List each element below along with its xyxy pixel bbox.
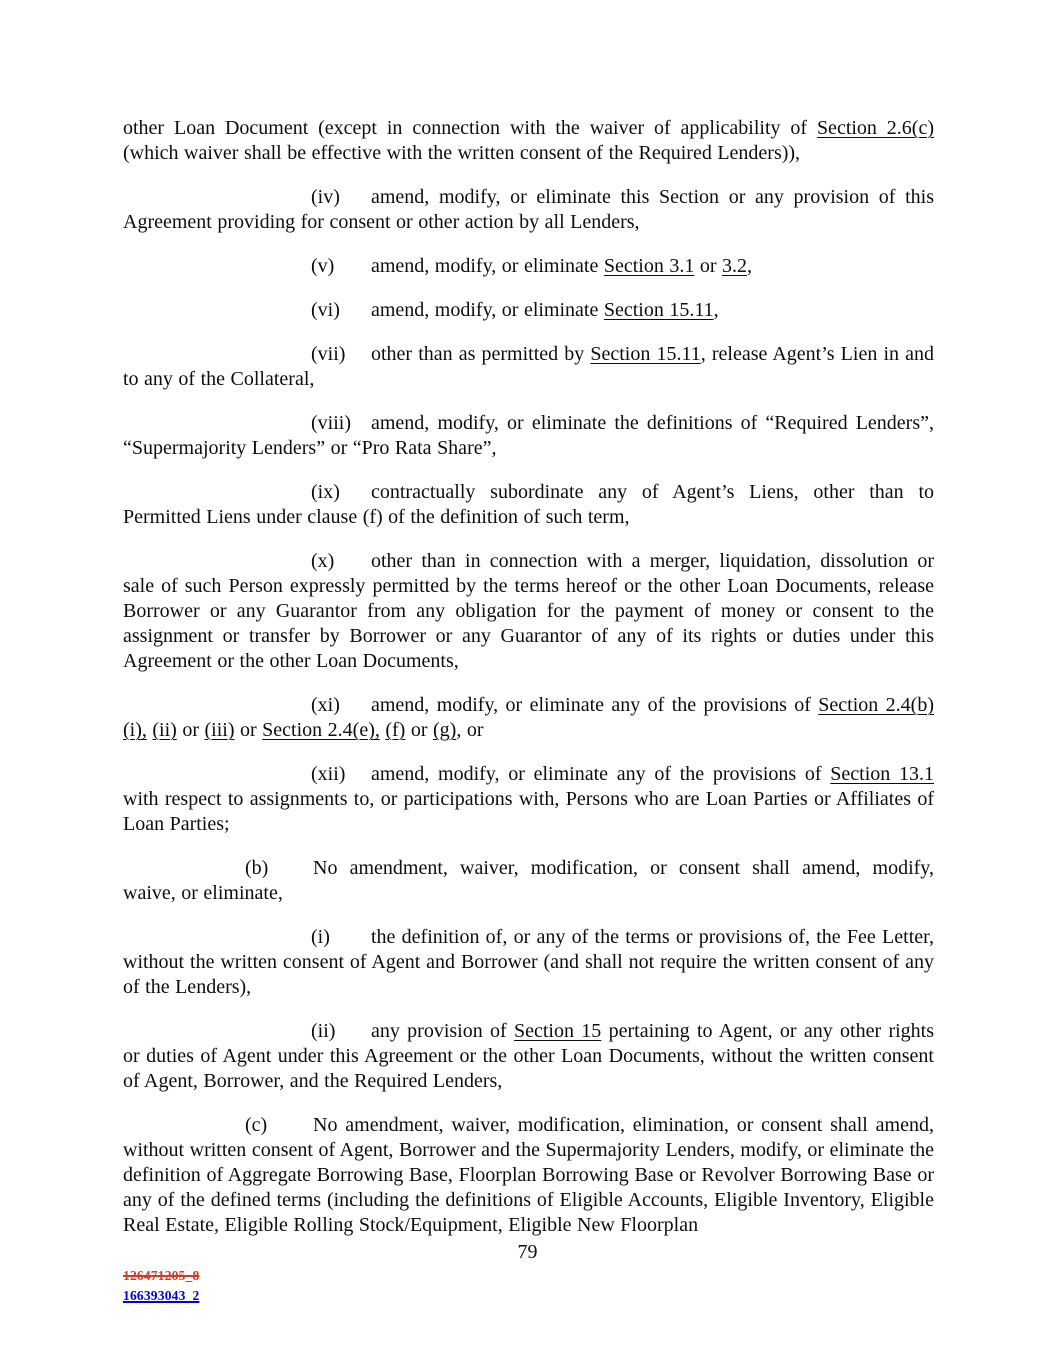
clause-label: (viii) (311, 412, 351, 434)
text-run: No amendment, waiver, modification, elimination, or consent shall amend, without written consent of Agent, Borrower and the Supermajority Lenders, modify, or eliminate the definition of Aggregate Borrowing Base, Floorplan Borrowing Base or Revolver Borrowing Base or any of the defined terms (including the definitions of Eligible Accounts, Eligible Inventory, Eligible Real Estate, Eligible Rolling Stock/Equipment, Eligible New Floorplan (123, 1114, 934, 1236)
text-run: amend, modify, or eliminate this Section or any provision of this Agreement providing for consent or other action by all Lenders, (123, 186, 934, 233)
text-run: , (747, 255, 753, 277)
document-id-current: 166393043_2 (123, 1288, 200, 1303)
clause-c (123, 1113, 934, 1238)
clause-iv (123, 185, 934, 235)
section-reference: (ii) (152, 719, 177, 741)
clause-text (123, 550, 934, 672)
clause-text (123, 412, 934, 459)
clause-vii (123, 342, 934, 392)
clause-text (123, 763, 934, 835)
text-run: amend, modify, or eliminate (371, 255, 604, 277)
clause-label: (iv) (311, 186, 340, 208)
clause-text (371, 299, 719, 321)
clause-text (371, 255, 752, 277)
clause-text (123, 117, 934, 164)
text-run: No amendment, waiver, modification, or consent shall amend, modify, waive, or eliminate, (123, 857, 934, 904)
section-reference: (iii) (204, 719, 235, 741)
text-run: , (713, 299, 719, 321)
clause-label: (ix) (311, 481, 340, 503)
clause-label: (b) (245, 857, 269, 879)
section-reference: Section 3.1 (603, 255, 695, 277)
clause-label: (c) (245, 1114, 268, 1136)
section-reference: Section 15.11 (590, 343, 701, 365)
clause-label: (xi) (311, 694, 340, 716)
clause-xii (123, 762, 934, 837)
text-run: , or (456, 719, 484, 741)
text-run: amend, modify, or eliminate any of the provisions of (371, 763, 831, 785)
text-run: or (176, 719, 205, 741)
section-reference: Section 15.11 (603, 299, 714, 321)
text-run: or (405, 719, 434, 741)
section-reference: Section 2.4(e), (262, 719, 380, 741)
section-reference: 3.2 (722, 255, 748, 277)
document-id-deleted: 126471205_8 (123, 1268, 200, 1283)
clause-label: (i) (311, 926, 330, 948)
clause-vi (123, 298, 934, 323)
clause-label: (xii) (311, 763, 346, 785)
paragraph-continuation (123, 116, 934, 166)
text-run: amend, modify, or eliminate the definitions of “Required Lenders”, “Supermajority Lenders” or “Pro Rata Share”, (123, 412, 934, 459)
text-run: other than in connection with a merger, liquidation, dissolution or sale of such Person expressly permitted by the terms hereof or the other Loan Documents, release Borrower or any Guarantor from any obligation for the payment of money or consent to the assignment or transfer by Borrower or any Guarantor of any of its rights or duties under this Agreement or the other Loan Documents, (123, 550, 934, 672)
clause-label: (ii) (311, 1020, 336, 1042)
text-run: amend, modify, or eliminate any of the provisions of (371, 694, 819, 716)
text-run: contractually subordinate any of Agent’s Liens, other than to Permitted Liens under clause (f) of the definition of such term, (123, 481, 934, 528)
clause-label: (x) (311, 550, 335, 572)
text-run: the definition of, or any of the terms or provisions of, the Fee Letter, without the written consent of Agent and Borrower (and shall not require the written consent of any of the Lenders), (123, 926, 934, 998)
section-reference: Section 13.1 (830, 763, 934, 785)
section-reference: Section 2.4(b)(i), (123, 694, 934, 741)
page-number: 79 (517, 1241, 538, 1263)
clause-text (123, 481, 934, 528)
clause-xi (123, 693, 934, 743)
clause-viii (123, 411, 934, 461)
text-run: or (694, 255, 723, 277)
clause-text (123, 926, 934, 998)
section-reference: (g) (433, 719, 457, 741)
text-run: amend, modify, or eliminate (371, 299, 604, 321)
clause-text (123, 1020, 934, 1092)
clause-x (123, 549, 934, 674)
clause-label: (vi) (311, 299, 340, 321)
clause-text (123, 694, 934, 741)
section-reference: (f) (385, 719, 406, 741)
clause-text (123, 186, 934, 233)
text-run: any provision of (371, 1020, 514, 1042)
section-reference: Section 15 (514, 1020, 602, 1042)
text-run: other Loan Document (except in connection with the waiver of applicability of (123, 117, 817, 139)
text-run: other than as permitted by (371, 343, 591, 365)
clause-b-ii (123, 1019, 934, 1094)
text-run: or (234, 719, 263, 741)
clause-v (123, 254, 934, 279)
clause-b-i (123, 925, 934, 1000)
clause-ix (123, 480, 934, 530)
footer-document-ids (123, 1266, 199, 1306)
text-run: (which waiver shall be effective with the written consent of the Required Lenders)), (123, 142, 801, 164)
clause-label: (vii) (311, 343, 346, 365)
document-body (123, 116, 934, 1238)
clause-b (123, 856, 934, 906)
text-run: , release Agent’s Lien in and to any of the Collateral, (123, 343, 934, 390)
clause-text (123, 343, 934, 390)
section-reference: Section 2.6(c) (816, 117, 935, 139)
clause-label: (v) (311, 255, 335, 277)
text-run: with respect to assignments to, or participations with, Persons who are Loan Parties or Affiliates of Loan Parties; (123, 788, 934, 835)
text-run: pertaining to Agent, or any other rights or duties of Agent under this Agreement or the other Loan Documents, without the written consent of Agent, Borrower, and the Required Lenders, (123, 1020, 934, 1092)
